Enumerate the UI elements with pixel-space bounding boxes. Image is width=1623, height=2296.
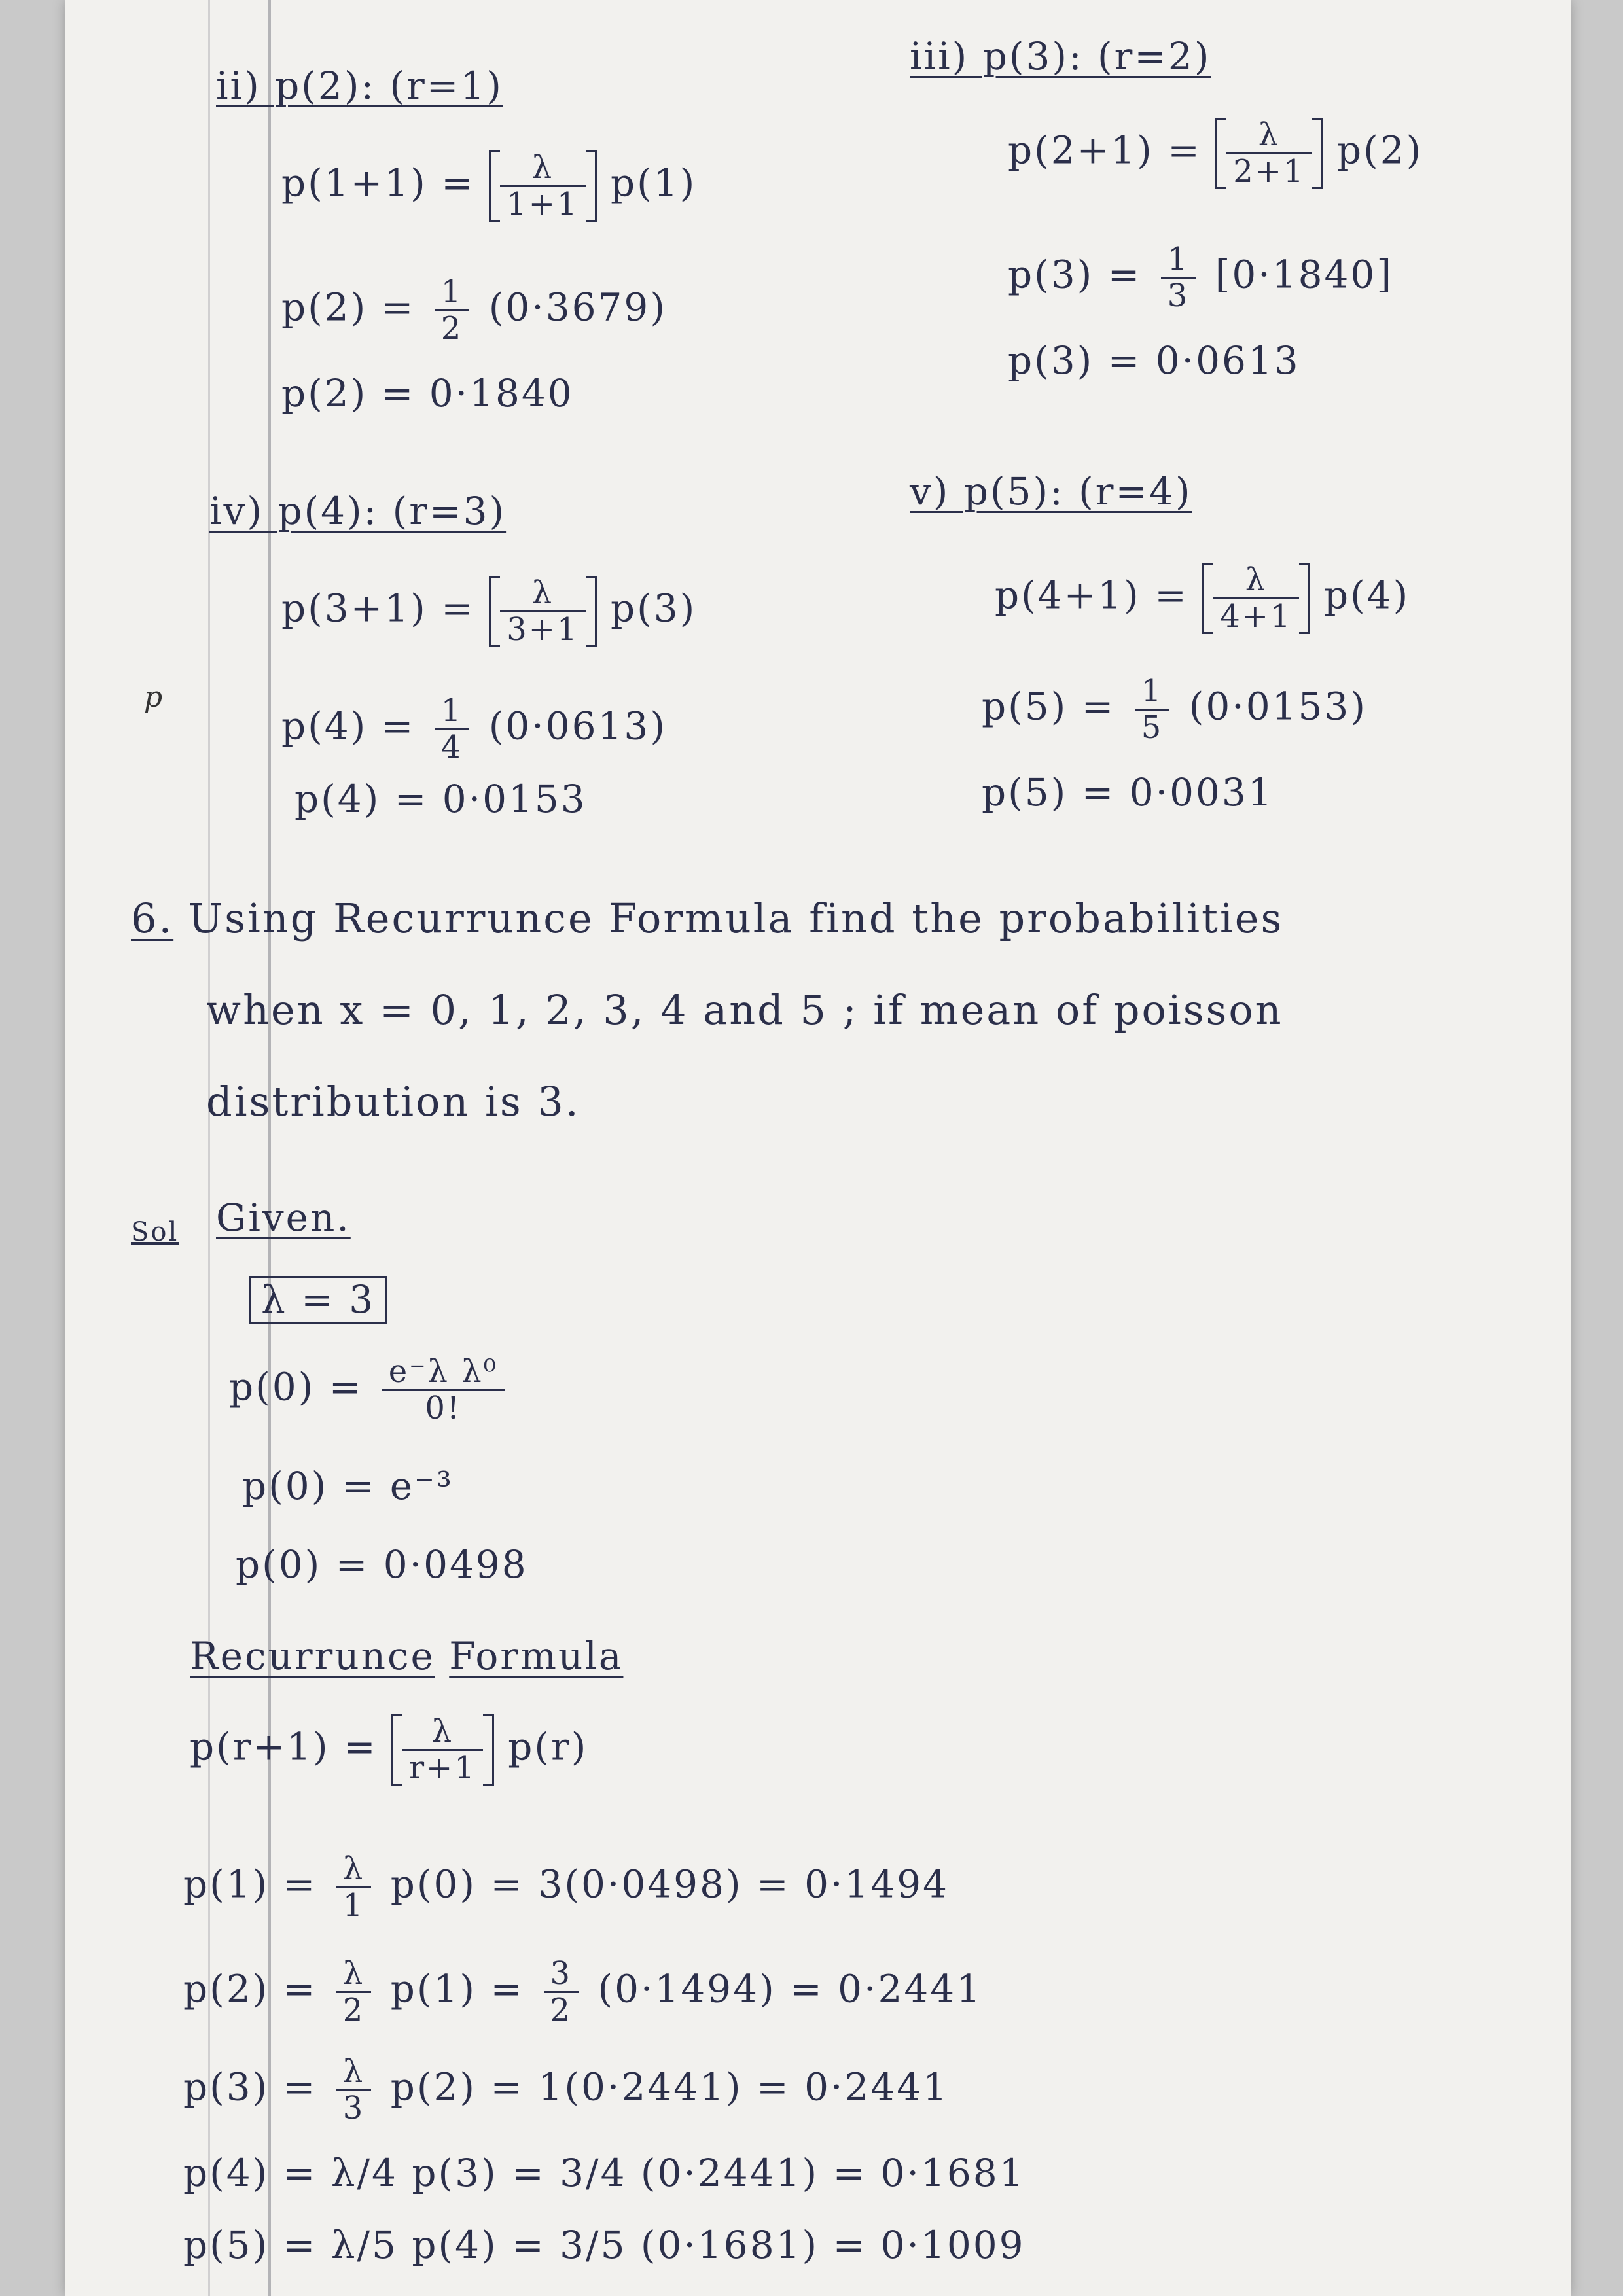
denominator: 5 <box>1141 709 1164 746</box>
block-iii-l2-right: [0·1840] <box>1215 252 1393 297</box>
fraction <box>435 694 470 765</box>
block-v-l2-left: p(5) = <box>982 684 1116 729</box>
block-v-title: v) p(5): (r=4) <box>910 469 1192 514</box>
block-iii-l1-right: p(2) <box>1337 128 1423 173</box>
fraction <box>1226 118 1311 189</box>
fraction <box>336 1956 372 2028</box>
numerator: e⁻λ λ⁰ <box>382 1354 505 1391</box>
denominator: 2 <box>550 1991 573 2028</box>
p0-line2: p(0) = e⁻³ <box>242 1464 454 1508</box>
denominator: 2 <box>440 309 463 347</box>
fraction <box>336 1852 372 1923</box>
bracket <box>489 576 596 647</box>
fraction <box>1161 242 1196 313</box>
block-iv-title-text: iv) p(4): (r=3) <box>209 489 507 533</box>
rec-left: p(r+1) = <box>190 1724 378 1769</box>
block-iv-line2 <box>281 694 667 765</box>
p1-right: p(0) = 3(0·0498) = 0·1494 <box>390 1862 950 1907</box>
side-mark: p <box>144 680 163 714</box>
margin-line-faint <box>208 0 210 2296</box>
denominator: r+1 <box>409 1749 476 1786</box>
numerator: λ <box>500 150 585 187</box>
bracket <box>1202 563 1310 634</box>
rec-right: p(r) <box>508 1724 588 1769</box>
fraction <box>1213 563 1298 634</box>
formula-word: Formula <box>449 1634 624 1678</box>
denominator: 1+1 <box>507 185 579 222</box>
block-ii-line1 <box>281 150 696 222</box>
block-iii-l1-left: p(2+1) = <box>1008 128 1202 173</box>
block-iii-line1 <box>1008 118 1423 189</box>
block-iv-l2-left: p(4) = <box>281 703 416 749</box>
block-ii-l2-left: p(2) = <box>281 285 416 330</box>
block-iv-line3: p(4) = 0·0153 <box>294 777 587 821</box>
recurrence-title <box>190 1636 623 1678</box>
block-v-l1-left: p(4+1) = <box>995 573 1188 618</box>
p1-left: p(1) = <box>183 1862 317 1907</box>
p0-line1 <box>229 1354 510 1426</box>
p3-left: p(3) = <box>183 2064 317 2110</box>
block-ii-l1-left: p(1+1) = <box>281 160 475 205</box>
denominator: 2 <box>342 1991 365 2028</box>
block-iv-line1 <box>281 576 696 647</box>
fraction <box>500 150 585 222</box>
numerator: λ <box>1226 118 1311 154</box>
block-ii-line3: p(2) = 0·1840 <box>281 371 574 415</box>
numerator: λ <box>402 1714 483 1751</box>
notebook-page <box>65 0 1571 2296</box>
fraction <box>336 2055 372 2126</box>
recurrence-word: Recurrunce <box>190 1634 435 1678</box>
recurrence-formula <box>190 1714 588 1786</box>
block-v-line2 <box>982 674 1367 745</box>
fraction <box>500 576 585 647</box>
numerator: 1 <box>435 694 470 730</box>
question-text-1: Using Recurrunce Formula find the probabilities <box>188 894 1284 942</box>
block-v-l2-right: (0·0153) <box>1188 684 1367 729</box>
block-v-line3: p(5) = 0·0031 <box>982 770 1274 815</box>
numerator: λ <box>336 1852 372 1888</box>
block-iv-l2-right: (0·0613) <box>488 703 667 749</box>
block-v-l1-right: p(4) <box>1324 573 1410 618</box>
denominator: 1 <box>342 1886 365 1924</box>
p4-line: p(4) = λ/4 p(3) = 3/4 (0·2441) = 0·1681 <box>183 2151 1026 2195</box>
numerator: 1 <box>1135 674 1170 711</box>
p2-line <box>183 1956 982 2028</box>
block-iii-l2-left: p(3) = <box>1008 252 1142 297</box>
question-line3: distribution is 3. <box>206 1078 580 1125</box>
block-iii-line3: p(3) = 0·0613 <box>1008 338 1300 383</box>
block-ii-l2-right: (0·3679) <box>488 285 667 330</box>
denominator: 4 <box>440 728 463 766</box>
p3-right: p(2) = 1(0·2441) = 0·2441 <box>390 2064 950 2110</box>
block-ii-title: ii) p(2): (r=1) <box>216 63 503 108</box>
question-line1 <box>131 896 1283 941</box>
p0-line3: p(0) = 0·0498 <box>236 1542 528 1587</box>
denominator: 4+1 <box>1220 597 1293 635</box>
block-v-line1 <box>995 563 1410 634</box>
p1-line <box>183 1852 949 1923</box>
p0-left: p(0) = <box>229 1364 363 1409</box>
margin-line <box>268 0 271 2296</box>
bracket <box>391 1714 494 1786</box>
block-iv-l1-right: p(3) <box>611 586 697 631</box>
bracket <box>489 150 596 222</box>
fraction <box>435 275 470 346</box>
question-number: 6. <box>131 894 174 942</box>
fraction <box>544 1956 579 2028</box>
block-iv-title <box>209 491 506 533</box>
numerator: 3 <box>544 1956 579 1993</box>
fraction <box>382 1354 505 1426</box>
bracket <box>1215 118 1323 189</box>
block-iii-line2 <box>1008 242 1393 313</box>
numerator: λ <box>336 2055 372 2091</box>
p2-mid: p(1) = <box>390 1966 525 2011</box>
block-iv-l1-left: p(3+1) = <box>281 586 475 631</box>
numerator: 1 <box>435 275 470 311</box>
denominator: 3+1 <box>507 610 579 648</box>
denominator: 2+1 <box>1233 152 1306 190</box>
denominator: 3 <box>1167 277 1190 314</box>
given-label: Given. <box>216 1195 351 1240</box>
p3-line <box>183 2055 949 2126</box>
solution-label <box>131 1207 179 1249</box>
numerator: 1 <box>1161 242 1196 279</box>
block-ii-line2 <box>281 275 667 346</box>
fraction <box>1135 674 1170 745</box>
question-line2: when x = 0, 1, 2, 3, 4 and 5 ; if mean of poisson <box>206 986 1283 1034</box>
numerator: λ <box>1213 563 1298 599</box>
sol-mark: Sol <box>131 1217 179 1247</box>
p2-right: (0·1494) = 0·2441 <box>597 1966 983 2011</box>
denominator: 0! <box>425 1389 462 1426</box>
p2-left: p(2) = <box>183 1966 317 2011</box>
numerator: λ <box>336 1956 372 1993</box>
denominator: 3 <box>342 2089 365 2127</box>
numerator: λ <box>500 576 585 612</box>
p5-line: p(5) = λ/5 p(4) = 3/5 (0·1681) = 0·1009 <box>183 2223 1026 2267</box>
lambda-boxed-value: λ = 3 <box>249 1276 387 1324</box>
block-ii-l1-right: p(1) <box>611 160 697 205</box>
block-iii-title: iii) p(3): (r=2) <box>910 34 1211 79</box>
lambda-box <box>249 1276 387 1324</box>
fraction <box>402 1714 483 1786</box>
